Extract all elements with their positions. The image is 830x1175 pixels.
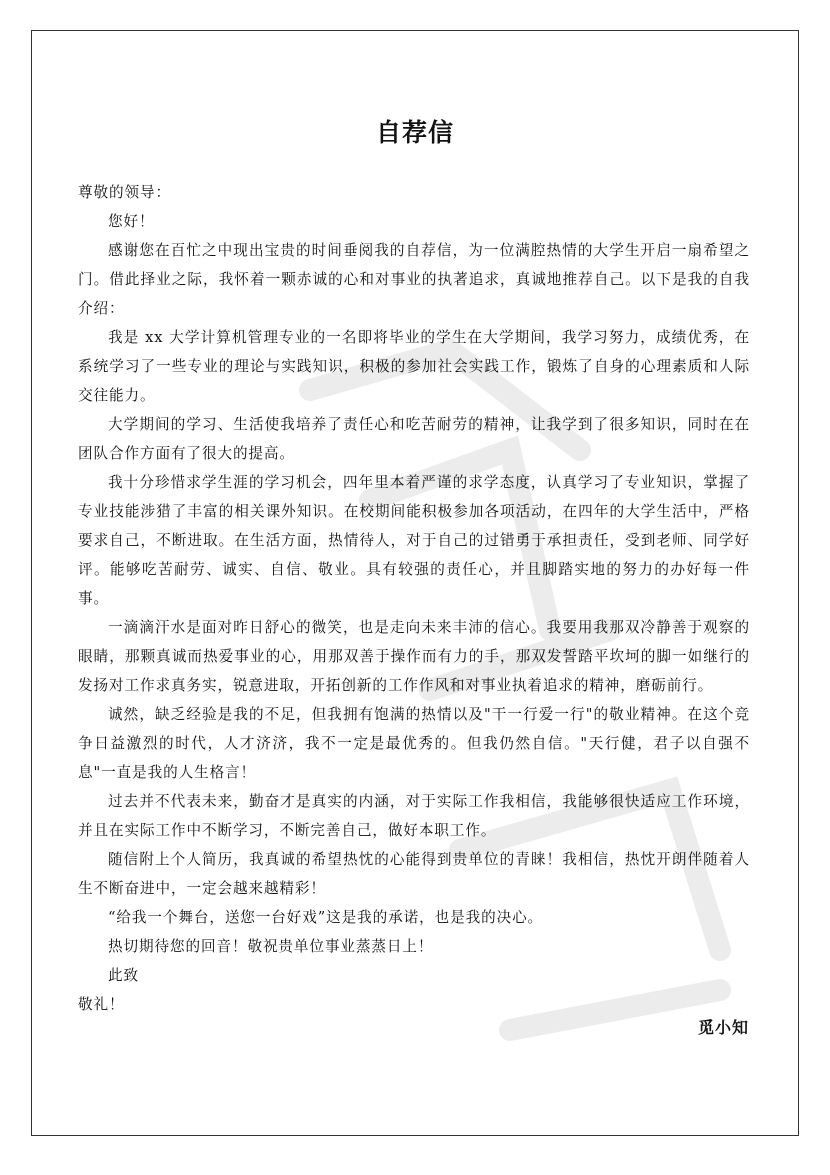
paragraph: 随信附上个人简历，我真诚的希望热忱的心能得到贵单位的青睐！我相信，热忱开朗伴随着人生不断奋进中，一定会越来越精彩！ xyxy=(78,851,750,897)
paragraph: 我是 xx 大学计算机管理专业的一名即将毕业的学生在大学期间，我学习努力，成绩优秀，在系统学习了一些专业的理论与实践知识，积极的参加社会实践工作，锻炼了自身的心理素质和人际交往能力。 xyxy=(78,329,750,404)
paragraph: 热切期待您的回音！敬祝贵单位事业蒸蒸日上！ xyxy=(108,938,434,955)
paragraph: “给我一个舞台，送您一台好戏”这是我的承诺，也是我的决心。 xyxy=(108,909,544,926)
closing-line: 此致 xyxy=(108,967,139,984)
letter-body xyxy=(78,178,750,1019)
paragraph: 我十分珍惜求学生涯的学习机会，四年里本着严谨的求学态度，认真学习了专业知识，掌握了专业技能涉猎了丰富的相关课外知识。在校期间能积极参加各项活动，在四年的大学生活中，严格要求自己，不断进取。在生活方面，热情待人，对于自己的过错勇于承担责任，受到老师、同学好评。能够吃苦耐劳、诚实、自信、敬业。具有较强的责任心，并且脚踏实地的努力的办好每一件事。 xyxy=(78,474,750,607)
closing-regards: 敬礼！ xyxy=(78,996,125,1013)
salutation: 尊敬的领导： xyxy=(78,184,171,201)
paragraph: 诚然，缺乏经验是我的不足，但我拥有饱满的热情以及"干一行爱一行"的敬业精神。在这个竞争日益激烈的时代，人才济济，我不一定是最优秀的。但我仍然自信。"天行健，君子以自强不息"一直是我的人生格言！ xyxy=(78,706,750,781)
paragraph: 感谢您在百忙之中现出宝贵的时间垂阅我的自荐信，为一位满腔热情的大学生开启一扇希望之门。借此择业之际，我怀着一颗赤诚的心和对事业的执著追求，真诚地推荐自己。以下是我的自我介绍： xyxy=(78,242,750,317)
paragraph: 过去并不代表未来，勤奋才是真实的内涵，对于实际工作我相信，我能够很快适应工作环境，并且在实际工作中不断学习，不断完善自己，做好本职工作。 xyxy=(78,793,750,839)
signature: 觅小知 xyxy=(697,1018,749,1037)
paragraph: 一滴滴汗水是面对昨日舒心的微笑，也是走向未来丰沛的信心。我要用我那双冷静善于观察的眼睛，那颗真诚而热爱事业的心，用那双善于操作而有力的手，那双发誓踏平坎坷的脚一如继行的发扬对工作求真务实，锐意进取，开拓创新的工作作风和对事业执着追求的精神，磨砺前行。 xyxy=(78,619,750,694)
paragraph: 大学期间的学习、生活使我培养了责任心和吃苦耐劳的精神，让我学到了很多知识，同时在在团队合作方面有了很大的提高。 xyxy=(78,416,750,462)
greeting: 您好！ xyxy=(108,213,155,230)
page-title: 自荐信 xyxy=(375,118,454,147)
